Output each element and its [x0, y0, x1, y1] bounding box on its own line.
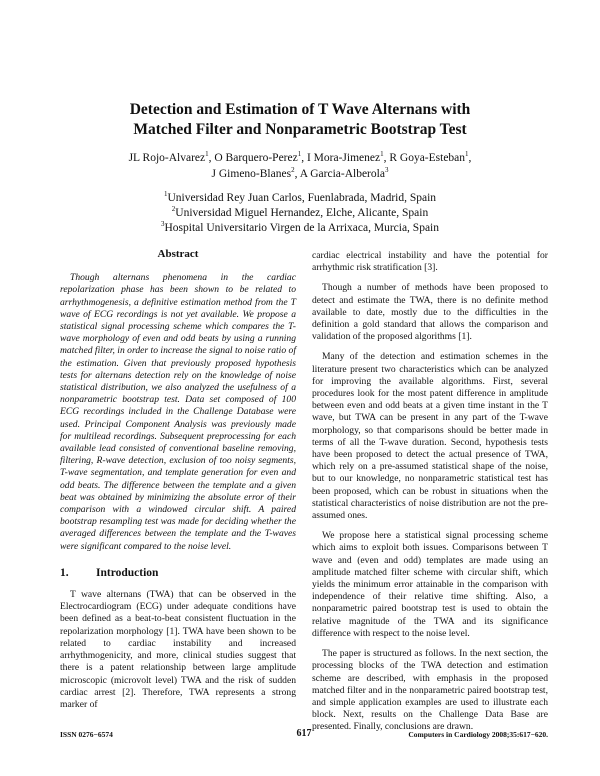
- author-affiliation-mark: 1: [380, 150, 384, 159]
- author-name: I Mora-Jimenez: [306, 152, 381, 164]
- title-line-2: Matched Filter and Nonparametric Bootstrap Test: [133, 121, 467, 138]
- author-name: O Barquero-Perez: [214, 152, 298, 164]
- intro-paragraph-4: We propose here a statistical signal processing scheme which aims to exploit both issues. Comparisons between T wave and (even and odd) templates are made using an amplitude matched filter scheme with circular shift, which yields the minimum error attainable in the comparison with independence of their relative time shifting. Also, a nonparametric paired bootstrap test is used to obtain the relative magnitude of the TWA and its significance difference with respect to the noise level.: [312, 530, 548, 639]
- author-affiliation-mark: 1: [205, 150, 209, 159]
- intro-paragraph-continued: cardiac electrical instability and have the potential for arrhythmic risk stratification [3].: [312, 250, 548, 274]
- footer-page-number: 617: [296, 728, 312, 739]
- title-line-1: Detection and Estimation of T Wave Alternans with: [129, 101, 471, 118]
- section-title: Introduction: [96, 566, 159, 579]
- footer-issn: ISSN 0276−6574: [60, 730, 113, 739]
- author-name: R Goya-Esteban: [389, 152, 466, 164]
- author-line-2: J Gimeno-Blanes$^2$, A Garcia-Alberola$^3$: [211, 166, 389, 180]
- right-column: [312, 250, 548, 742]
- affiliation-2: $^2$Universidad Miguel Hernandez, Elche, Alicante, Spain: [171, 205, 429, 219]
- author-name: J Gimeno-Blanes: [211, 168, 292, 180]
- author-affiliation-mark: 2: [291, 166, 295, 175]
- affiliation-1: $^1$Universidad Rey Juan Carlos, Fuenlabrada, Madrid, Spain: [163, 190, 437, 204]
- intro-paragraph-3: Many of the detection and estimation schemes in the literature present two characteristics which can be analyzed for improving the available algorithms. First, several procedures look for the most patent difference in amplitude between even and odd beats at a given time instant in the T wave, but TWA can be present in any part of the T-wave morphology, so that comparisons should be better made in terms of all the T-wave duration. Second, hypothesis tests have been proposed to detect the actual presence of TWA, which rely on a pre-assumed statistical shape of the noise, but to our knowledge, no nonparametric statistical test has been proposed, which can be robust in situations when the statistical characteristics of noise distribution are not the pre-assumed ones.: [312, 351, 548, 522]
- author-line-1: JL Rojo-Alvarez$^1$, O Barquero-Perez$^1$, I Mora-Jimenez$^1$, R Goya-Esteban$^1$,: [128, 150, 472, 164]
- author-list: [50, 150, 550, 182]
- page-footer: [60, 729, 548, 743]
- intro-paragraph-2: Though a number of methods have been proposed to detect and estimate the TWA, there is no definite method available to date, mostly due to the difficulties in the definition a gold standard that allows the comparison and validation of the proposed algorithms [1].: [312, 282, 548, 343]
- author-name: JL Rojo-Alvarez: [128, 152, 206, 164]
- author-affiliation-mark: 1: [465, 150, 469, 159]
- paper-title: [60, 100, 540, 140]
- affiliation-list: [50, 191, 550, 236]
- intro-paragraph-1: T wave alternans (TWA) that can be observed in the Electrocardiogram (ECG) under adequate conditions have been defined as a beat-to-beat consistent fluctuation in the repolarization morphology [1]. TWA have been shown to be related to cardiac instability and increased arrhythmogenicity, and more, clinical studies suggest that there is a patent relationship between large amplitude microscopic (microvolt level) TWA and the risk of sudden cardiac arrest [2]. Therefore, TWA represents a strong marker of: [60, 589, 296, 710]
- intro-paragraph-5: The paper is structured as follows. In the next section, the processing blocks of the TWA detection and estimation scheme are described, with emphasis in the proposed matched filter and in the nonparametric paired bootstrap test, and simple application examples are used to illustrate each block. Next, results on the Challenge Data Base are presented. Finally, conclusions are drawn.: [312, 648, 548, 733]
- left-column: [60, 248, 296, 719]
- abstract-text: Though alternans phenomena in the cardiac repolarization phase has been shown to be related to arrhythmogenesis, a definitive estimation method from the T wave of ECG recordings is not yet available. We propose a statistical signal processing scheme which compares the T-wave morphology of even and odd beats by using a running matched filter, in order to increase the signal to noise ratio of the estimation. Given that previously proposed hypothesis tests for alternans detection rely on the knowledge of noise statistical distribution, we also analyzed the usefulness of a nonparametric bootstrap test. Data set composed of 100 ECG recordings included in the Challenge Database were used. Principal Component Analysis was previously made for multilead recordings. Subsequent preprocessing for each available lead consisted of conventional baseline removing, filtering, R-wave detection, exclusion of too noisy segments, T-wave segmentation, and template generation for even and odd beats. The difference between the template and a given beat was obtained by minimizing the absolute error of their comparison with a windowed circular shift. A paired bootstrap resampling test was made for deciding whether the averaged differences between the template and the T-waves were significant compared to the noise level.: [60, 272, 296, 552]
- abstract-heading: Abstract: [157, 248, 199, 260]
- author-name: A Garcia-Alberola: [299, 168, 385, 180]
- affiliation-3: $^3$Hospital Universitario Virgen de la Arrixaca, Murcia, Spain: [161, 220, 439, 234]
- author-affiliation-mark: 1: [297, 150, 302, 159]
- section-heading-introduction: [60, 567, 296, 579]
- footer-journal-citation: Computers in Cardiology 2008;35:617−620.: [408, 730, 548, 739]
- author-affiliation-mark: 3: [384, 166, 389, 175]
- section-number: 1.: [60, 566, 69, 579]
